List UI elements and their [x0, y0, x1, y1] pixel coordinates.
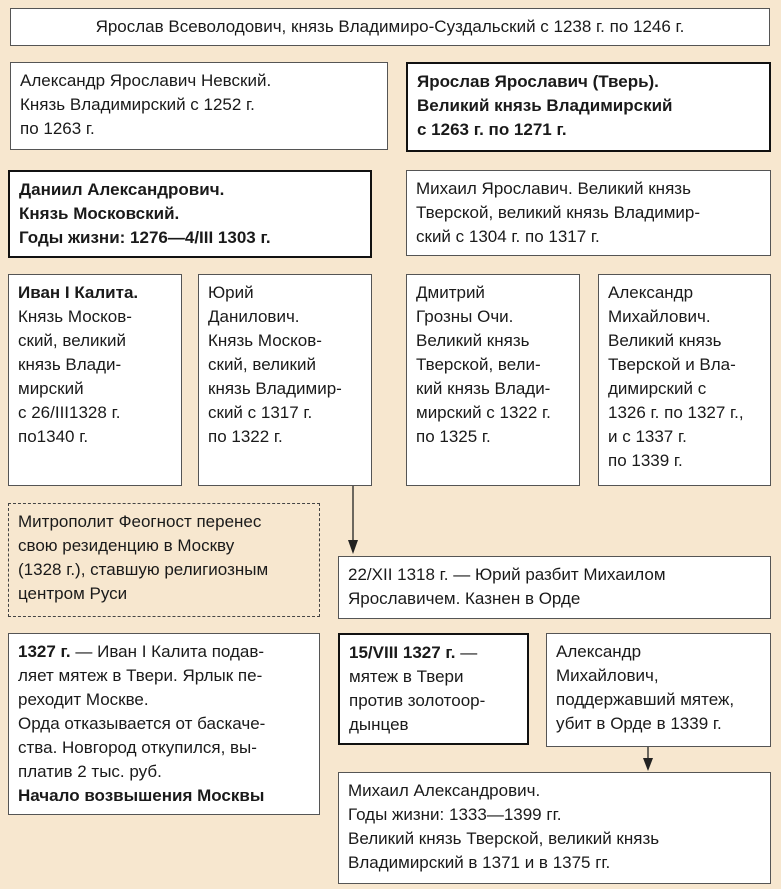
mikhail-alexandrovich-line: Годы жизни: 1333—1399 гг. — [348, 805, 562, 824]
event-1327-tver-first-rest: — — [455, 643, 478, 662]
yuri-danilovich-line: ский с 1317 г. — [208, 403, 313, 422]
yuri-danilovich-line: Юрий — [208, 283, 254, 302]
mikhail-alexandrovich-line: Владимирский в 1371 и в 1375 гг. — [348, 853, 611, 872]
mikhail-alexandrovich-line: Великий князь Тверской, великий князь — [348, 829, 660, 848]
event-1318-line: Ярославичем. Казнен в Орде — [348, 589, 581, 608]
event-1327-tver-line: против золотоор- — [349, 691, 486, 710]
alexander-nevsky-line: Князь Владимирский с 1252 г. — [20, 95, 255, 114]
event-1318-line: 22/XII 1318 г. — Юрий разбит Михаилом — [348, 565, 666, 584]
arrow-killed-to-mikhail — [643, 747, 653, 771]
event-1327-moscow-conclusion: Начало возвышения Москвы — [18, 786, 265, 805]
event-1327-tver-line: дынцев — [349, 715, 409, 734]
yaroslav-tver-line: Ярослав Ярославич (Тверь). — [417, 72, 659, 91]
event-1327-moscow-first-line — [18, 640, 310, 664]
dmitry-line: по 1325 г. — [416, 427, 491, 446]
ivan-kalita-line: по1340 г. — [18, 427, 89, 446]
ivan-kalita-line: ский, великий — [18, 331, 126, 350]
alexander-mikhailovich-line: по 1339 г. — [608, 451, 683, 470]
ivan-kalita-box — [8, 274, 182, 486]
metropolitan-line: центром Руси — [18, 584, 128, 603]
yaroslav-tver-line: Великий князь Владимирский — [417, 96, 673, 115]
yuri-danilovich-line: по 1322 г. — [208, 427, 283, 446]
daniil-line: Годы жизни: 1276—4/III 1303 г. — [19, 228, 271, 247]
yuri-danilovich-line: князь Владимир- — [208, 379, 342, 398]
alexander-mikhailovich-line: Михайлович. — [608, 307, 711, 326]
header-box — [10, 8, 770, 46]
metropolitan-line: (1328 г.), ставшую религиозным — [18, 560, 269, 579]
yuri-danilovich-line: ский, великий — [208, 355, 316, 374]
mikhail-yaroslavich-box — [406, 170, 771, 256]
metropolitan-line: свою резиденцию в Москву — [18, 536, 235, 555]
alexander-mikhailovich-line: Великий князь — [608, 331, 722, 350]
ivan-kalita-line: с 26/III1328 г. — [18, 403, 121, 422]
alexander-nevsky-box — [10, 62, 388, 150]
yuri-danilovich-box — [198, 274, 372, 486]
event-1327-moscow-line: Орда отказывается от баскаче- — [18, 714, 266, 733]
alexander-killed-line: убит в Орде в 1339 г. — [556, 714, 722, 733]
alexander-killed-line: поддержавший мятеж, — [556, 690, 735, 709]
alexander-mikhailovich-box — [598, 274, 771, 486]
alexander-killed-line: Александр — [556, 642, 642, 661]
daniil-line: Князь Московский. — [19, 204, 180, 223]
alexander-nevsky-line: Александр Ярославич Невский. — [20, 71, 272, 90]
yaroslav-tver-box — [406, 62, 771, 152]
mikhail-alexandrovich-line: Михаил Александрович. — [348, 781, 541, 800]
dmitry-line: Дмитрий — [416, 283, 485, 302]
alexander-killed-line: Михайлович, — [556, 666, 659, 685]
yuri-danilovich-line: Данилович. — [208, 307, 300, 326]
daniil-line: Даниил Александрович. — [19, 180, 225, 199]
event-1327-moscow-box — [8, 633, 320, 815]
metropolitan-note — [8, 503, 320, 617]
dmitry-line: Великий князь — [416, 331, 530, 350]
event-1327-moscow-date: 1327 г. — [18, 642, 71, 661]
event-1327-tver-date: 15/VIII 1327 г. — [349, 643, 456, 662]
dmitry-box — [406, 274, 580, 486]
daniil-box — [8, 170, 372, 258]
mikhail-yaroslavich-line: ский с 1304 г. по 1317 г. — [416, 227, 600, 246]
yaroslav-tver-line: с 1263 г. по 1271 г. — [417, 120, 567, 139]
mikhail-yaroslavich-line: Михаил Ярославич. Великий князь — [416, 179, 691, 198]
mikhail-yaroslavich-line: Тверской, великий князь Владимир- — [416, 203, 701, 222]
ivan-kalita-title: Иван I Калита. — [18, 283, 139, 302]
event-1327-moscow-line: платив 2 тыс. руб. — [18, 762, 162, 781]
dmitry-line: Грозны Очи. — [416, 307, 514, 326]
event-1327-tver-box — [338, 633, 529, 745]
dmitry-line: кий князь Влади- — [416, 379, 551, 398]
event-1327-moscow-line: ляет мятеж в Твери. Ярлык пе- — [18, 666, 263, 685]
alexander-mikhailovich-line: димирский с — [608, 379, 707, 398]
event-1327-moscow-line: реходит Москве. — [18, 690, 149, 709]
event-1327-tver-first-line — [349, 641, 518, 665]
metropolitan-line: Митрополит Феогност перенес — [18, 512, 262, 531]
alexander-mikhailovich-line: и с 1337 г. — [608, 427, 687, 446]
header-text: Ярослав Всеволодович, князь Владимиро-Суздальский с 1238 г. по 1246 г. — [95, 17, 685, 36]
ivan-kalita-line: мирский — [18, 379, 84, 398]
event-1327-moscow-line: ства. Новгород откупился, вы- — [18, 738, 257, 757]
alexander-mikhailovich-line: 1326 г. по 1327 г., — [608, 403, 744, 422]
dmitry-line: мирский с 1322 г. — [416, 403, 551, 422]
event-1327-moscow-first-rest: — Иван I Калита подав- — [70, 642, 265, 661]
event-1318-box — [338, 556, 771, 619]
dmitry-line: Тверской, вели- — [416, 355, 541, 374]
yuri-danilovich-line: Князь Москов- — [208, 331, 322, 350]
mikhail-alexandrovich-box — [338, 772, 771, 884]
arrow-yuri-to-1318 — [348, 486, 358, 554]
ivan-kalita-line: Князь Москов- — [18, 307, 132, 326]
event-1327-tver-line: мятеж в Твери — [349, 667, 464, 686]
alexander-nevsky-line: по 1263 г. — [20, 119, 95, 138]
alexander-mikhailovich-line: Александр — [608, 283, 694, 302]
ivan-kalita-line: князь Влади- — [18, 355, 122, 374]
alexander-mikhailovich-line: Тверской и Вла- — [608, 355, 736, 374]
alexander-killed-box — [546, 633, 771, 747]
